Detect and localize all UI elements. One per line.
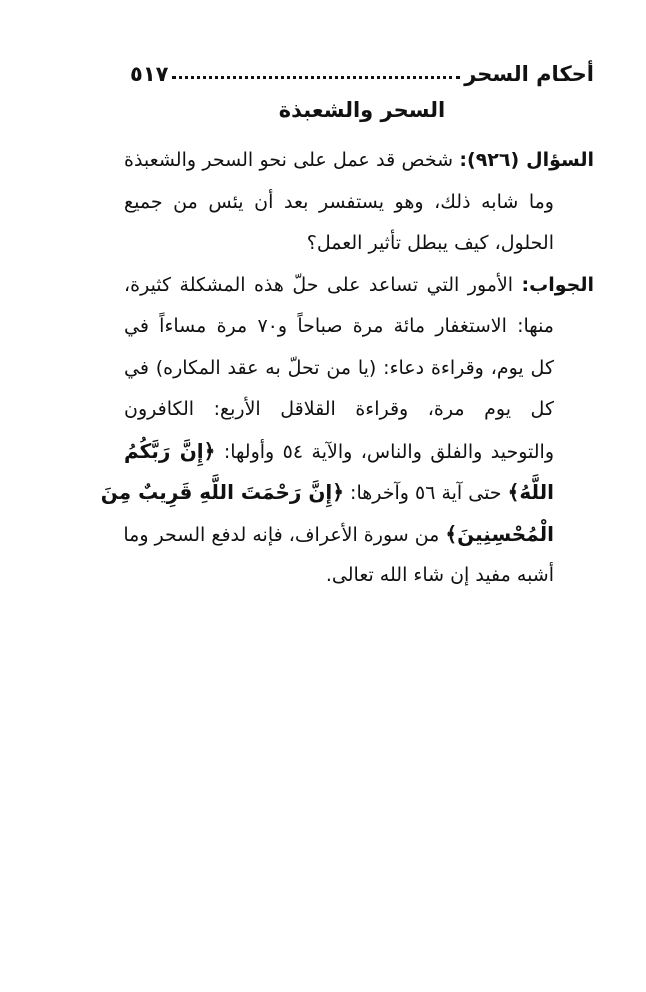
answer-line-6 (100, 472, 594, 514)
answer-line-5 (124, 431, 594, 473)
answer-line-8 (124, 555, 594, 597)
answer-line-3 (124, 348, 594, 390)
answer-label: الجواب: (521, 273, 594, 296)
question-line-1 (124, 140, 594, 182)
question-text-2: وما شابه ذلك، وهو يستفسر بعد أن يئس من جميع (124, 190, 554, 213)
book-title: أحكام السحر (464, 62, 594, 86)
answer-line-7 (124, 514, 594, 556)
answer-text-3: كل يوم، وقراءة دعاء: (يا من تحلّ به عقد المكاره) في (124, 356, 554, 379)
answer-text-6: حتى آية ٥٦ وآخرها: (350, 482, 502, 504)
answer-text-5: والتوحيد والفلق والناس، والآية ٥٤ وأولها: (223, 440, 555, 463)
answer-line-4 (124, 389, 594, 431)
question-label: السؤال (٩٢٦): (459, 149, 594, 171)
answer-line-2 (124, 306, 594, 348)
section-heading: السحر والشعبذة (278, 98, 446, 122)
quran-verse-end: اللَّهُ﴾ (507, 480, 554, 504)
answer-line-1 (124, 265, 594, 307)
page-number: ٥١٧ (130, 62, 169, 86)
answer-text-7: من سورة الأعراف، فإنه لدفع السحر وما (123, 523, 440, 546)
body-text (100, 140, 594, 597)
question-text-3: الحلول، كيف يبطل تأثير العمل؟ (306, 232, 554, 254)
quran-verse-second-start: ﴿إِنَّ رَحْمَتَ اللَّهِ قَرِيبٌ مِنَ (100, 480, 344, 504)
answer-text-1: الأمور التي تساعد على حلّ هذه المشكلة كثيرة، (124, 273, 514, 296)
answer-text-8: أشبه مفيد إن شاء الله تعالى. (325, 564, 554, 586)
answer-text-2: منها: الاستغفار مائة مرة صباحاً و٧٠ مرة مساءاً في (124, 315, 554, 337)
question-line-3 (124, 223, 594, 265)
running-header (130, 56, 594, 86)
header-dot-leader (172, 76, 460, 79)
quran-verse-start: ﴿إِنَّ رَبَّكُمُ (124, 438, 216, 463)
answer-text-4: كل يوم مرة، وقراءة القلاقل الأربع: الكافرون (124, 398, 554, 420)
question-text-1: شخص قد عمل على نحو السحر والشعبذة (124, 149, 454, 171)
question-line-2 (124, 182, 594, 224)
quran-verse-second-end: الْمُحْسِنِينَ﴾ (445, 521, 554, 546)
